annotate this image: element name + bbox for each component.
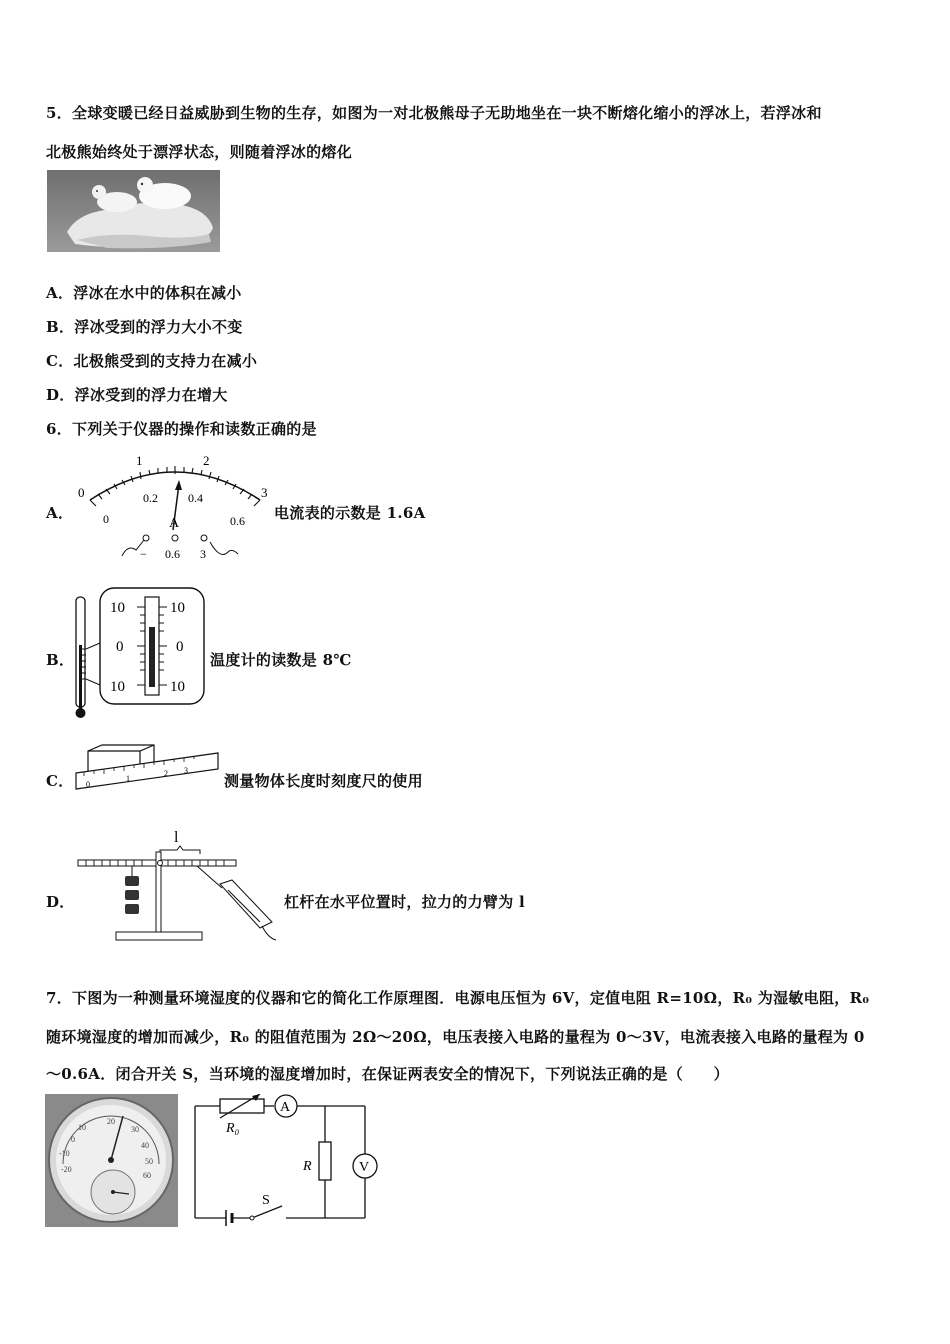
thermo-left-bottom: 10 [110, 679, 125, 695]
ammeter-top-3: 3 [261, 485, 268, 500]
switch-label: S [262, 1193, 270, 1208]
q6-option-a-text: 电流表的示数是 1.6A [274, 504, 426, 522]
q6-option-b-label: B． [46, 651, 75, 669]
ruler-mark-0: 0 [86, 780, 90, 789]
thermometer-figure [70, 585, 210, 723]
q5-stem-line2: 北极熊始终处于漂浮状态，则随着浮冰的熔化 [46, 143, 353, 161]
gauge-num-30: 30 [131, 1125, 139, 1134]
q6-option-c-text: 测量物体长度时刻度尺的使用 [224, 772, 423, 790]
r0-label: R₀ [226, 1121, 240, 1136]
ammeter-top-1: 1 [136, 453, 143, 468]
lever-figure [72, 826, 284, 946]
q7-stem-line2: 随环境湿度的增加而减少，R₀ 的阻值范围为 2Ω～20Ω，电压表接入电路的量程为 0～3V，电流表接入电路的量程为 0 [46, 1028, 865, 1046]
q6-option-d-label: D． [46, 893, 75, 911]
q5-stem-line1: 5．全球变暖已经日益威胁到生物的生存，如图为一对北极熊母子无助地坐在一块不断熔化缩小的浮冰上，若浮冰和 [46, 104, 822, 122]
ammeter-top-0: 0 [78, 485, 85, 500]
ammeter-bottom-3: 0.6 [230, 514, 245, 528]
gauge-num-neg20: -20 [61, 1165, 72, 1174]
gauge-num-60: 60 [143, 1171, 151, 1180]
ammeter-bottom-2: 0.4 [188, 491, 203, 505]
gauge-num-neg10: -10 [59, 1149, 70, 1158]
ammeter-top-2: 2 [203, 453, 210, 468]
thermo-right-top: 10 [170, 600, 185, 616]
ammeter-bottom-1: 0.2 [143, 491, 158, 505]
gauge-num-50: 50 [145, 1157, 153, 1166]
thermo-right-bottom: 10 [170, 679, 185, 695]
ruler-mark-1: 1 [126, 774, 130, 783]
q6-stem: 6．下列关于仪器的操作和读数正确的是 [46, 420, 317, 438]
q7-stem-line3: ～0.6A．闭合开关 S，当环境的湿度增加时，在保证两表安全的情况下，下列说法正确的是（ ） [46, 1065, 729, 1083]
ruler-figure [72, 743, 222, 795]
lever-arm-label: l [174, 829, 179, 846]
polar-bear-photo [47, 170, 220, 252]
q6-option-d-text: 杠杆在水平位置时，拉力的力臂为 l [284, 893, 526, 911]
terminal-minus: − [140, 547, 147, 561]
q6-option-b-text: 温度计的读数是 8℃ [210, 651, 352, 669]
gauge-num-10: 10 [78, 1123, 86, 1132]
hygrometer-photo [45, 1094, 178, 1227]
terminal-0-6: 0.6 [165, 547, 180, 561]
ruler-mark-2: 2 [164, 769, 168, 778]
voltmeter-symbol-label: V [359, 1160, 370, 1175]
r-label: R [303, 1159, 312, 1174]
thermo-left-mid: 0 [116, 639, 124, 655]
ammeter-bottom-0: 0 [103, 512, 109, 526]
q5-option-a: A．浮冰在水中的体积在减小 [46, 284, 242, 302]
q5-option-d: D．浮冰受到的浮力在增大 [46, 386, 228, 404]
q6-option-c-label: C． [46, 772, 74, 790]
gauge-num-40: 40 [141, 1141, 149, 1150]
q5-option-c: C．北极熊受到的支持力在减小 [46, 352, 258, 370]
thermo-right-mid: 0 [176, 639, 184, 655]
ammeter-unit: A [169, 516, 180, 531]
ruler-mark-3: 3 [184, 766, 188, 775]
ammeter-symbol-label: A [280, 1100, 291, 1115]
terminal-3: 3 [200, 547, 206, 561]
gauge-num-20: 20 [107, 1117, 115, 1126]
q7-stem-line1: 7．下图为一种测量环境湿度的仪器和它的简化工作原理图．电源电压恒为 6V，定值电阻 R=10Ω，R₀ 为湿敏电阻，R₀ [46, 989, 870, 1007]
ammeter-figure [70, 450, 270, 568]
circuit-diagram [190, 1094, 380, 1229]
gauge-num-0: 0 [71, 1135, 75, 1144]
q5-option-b: B．浮冰受到的浮力大小不变 [46, 318, 243, 336]
q6-option-a-label: A． [46, 504, 74, 522]
thermo-left-top: 10 [110, 600, 125, 616]
